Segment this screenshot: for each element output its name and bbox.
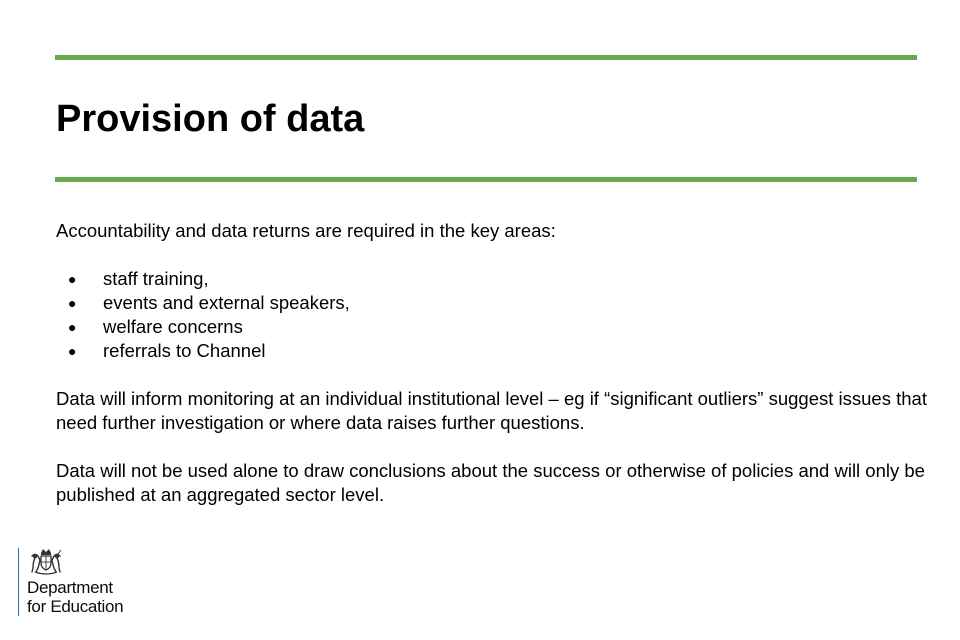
list-item-text: events and external speakers, xyxy=(103,292,350,313)
department-for-education-logo xyxy=(18,548,123,616)
monitoring-paragraph: Data will inform monitoring at an individual institutional level – eg if “significant outliers” suggest issues that need further investigation or where data raises further questions. xyxy=(56,388,927,433)
bullet-icon: ● xyxy=(68,319,77,335)
bullet-icon: ● xyxy=(68,271,77,287)
slide-body xyxy=(56,219,936,507)
list-item xyxy=(56,267,936,291)
list-item-text: staff training, xyxy=(103,268,209,289)
list-item-text: referrals to Channel xyxy=(103,340,266,361)
list-item xyxy=(56,315,936,339)
list-item xyxy=(56,291,936,315)
bullet-icon: ● xyxy=(68,295,77,311)
logo-text-for-education: for Education xyxy=(27,597,124,616)
intro-text: Accountability and data returns are required in the key areas: xyxy=(56,220,556,241)
title-underline-divider xyxy=(55,177,917,182)
list-item-text: welfare concerns xyxy=(103,316,243,337)
key-areas-list xyxy=(56,267,936,363)
logo-text-department: Department xyxy=(27,578,113,597)
list-item xyxy=(56,339,936,363)
top-divider xyxy=(55,55,917,60)
royal-crest-icon xyxy=(29,548,63,576)
page-title: Provision of data xyxy=(56,98,365,140)
bullet-icon: ● xyxy=(68,343,77,359)
publication-paragraph: Data will not be used alone to draw conclusions about the success or otherwise of policies and will only be published at an aggregated sector level. xyxy=(56,460,925,505)
